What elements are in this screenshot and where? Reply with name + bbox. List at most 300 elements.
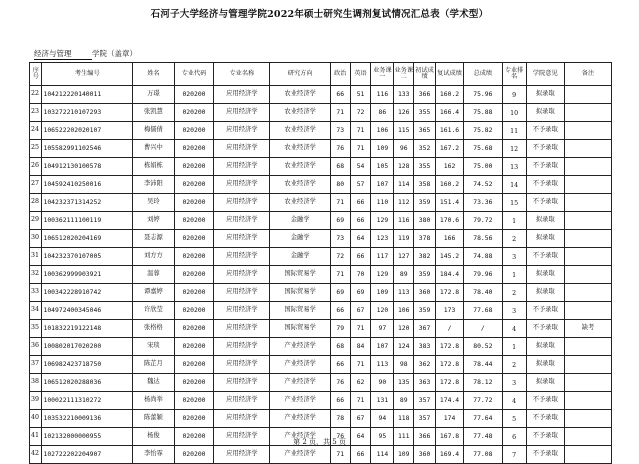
table-cell: 020200 <box>174 158 214 176</box>
table-cell: 拟录取 <box>526 374 565 392</box>
table-cell: 金融学 <box>270 212 330 230</box>
table-cell: 产业经济学 <box>270 446 330 464</box>
table-cell: 41 <box>30 428 42 446</box>
table-cell: 020200 <box>174 446 214 464</box>
table-cell <box>565 86 612 104</box>
table-cell: 36 <box>30 338 42 356</box>
table-cell: / <box>435 320 463 338</box>
column-header: 序号 <box>30 63 42 86</box>
table-cell: 117 <box>371 248 394 266</box>
table-cell: 28 <box>30 194 42 212</box>
table-row <box>30 392 612 410</box>
table-cell: 不予录取 <box>526 302 565 320</box>
table-cell: 94 <box>371 410 394 428</box>
table-cell: 应用经济学 <box>214 158 270 176</box>
table-cell: 365 <box>414 122 436 140</box>
table-cell: 79.96 <box>464 266 503 284</box>
table-cell: 66 <box>330 356 350 374</box>
table-cell: 360 <box>414 446 436 464</box>
table-cell: 7 <box>502 446 526 464</box>
table-cell: 66 <box>330 392 350 410</box>
table-cell: 杨尚举 <box>133 392 175 410</box>
table-cell: 应用经济学 <box>214 104 270 122</box>
column-header: 复试成绩 <box>435 63 463 86</box>
table-row <box>30 356 612 374</box>
table-cell: 355 <box>414 104 436 122</box>
table-cell: 1 <box>502 338 526 356</box>
table-cell: 70 <box>350 266 371 284</box>
table-cell: 62 <box>350 374 371 392</box>
table-cell: 拟录取 <box>526 104 565 122</box>
table-cell: 国际贸易学 <box>270 320 330 338</box>
table-cell: 71 <box>330 104 350 122</box>
table-row <box>30 302 612 320</box>
column-header: 专业代码 <box>174 63 214 86</box>
table-cell: 产业经济学 <box>270 410 330 428</box>
table-cell: 应用经济学 <box>214 392 270 410</box>
table-cell: 15 <box>502 194 526 212</box>
table-cell: 李怡霏 <box>133 446 175 464</box>
table-cell: 172.8 <box>435 284 463 302</box>
table-cell: 102722202204907 <box>42 446 133 464</box>
table-cell: 不予录取 <box>526 446 565 464</box>
table-cell: 陈蕾颖 <box>133 410 175 428</box>
table-cell: 104912130100578 <box>42 158 133 176</box>
table-cell: 100022111310272 <box>42 392 133 410</box>
table-cell: 71 <box>350 356 371 374</box>
table-cell: 380 <box>414 212 436 230</box>
table-cell: 11 <box>502 122 526 140</box>
table-cell <box>565 356 612 374</box>
table-cell: 71 <box>350 392 371 410</box>
column-header: 英语 <box>350 63 371 86</box>
table-cell: 应用经济学 <box>214 212 270 230</box>
table-cell: 67 <box>350 410 371 428</box>
table-row <box>30 194 612 212</box>
table-row <box>30 446 612 464</box>
table-cell: 66 <box>350 248 371 266</box>
table-cell: 66 <box>350 194 371 212</box>
table-cell: 4 <box>502 392 526 410</box>
table-cell: 应用经济学 <box>214 122 270 140</box>
table-cell: 367 <box>414 320 436 338</box>
table-cell: 应用经济学 <box>214 248 270 266</box>
table-cell: 357 <box>414 410 436 428</box>
table-cell: 69 <box>330 284 350 302</box>
table-cell: 73.36 <box>464 194 503 212</box>
table-cell: 魏达 <box>133 374 175 392</box>
table-cell: 38 <box>30 374 42 392</box>
table-cell: 69 <box>350 284 371 302</box>
table-cell: 陈芷月 <box>133 356 175 374</box>
table-cell: 温蓉 <box>133 266 175 284</box>
table-cell: 金融学 <box>270 248 330 266</box>
table-cell: 产业经济学 <box>270 392 330 410</box>
table-cell: 不予录取 <box>526 140 565 158</box>
table-cell: 78.12 <box>464 374 503 392</box>
table-cell: 2 <box>502 230 526 248</box>
table-row <box>30 158 612 176</box>
table-cell: 66 <box>330 302 350 320</box>
table-cell: 37 <box>30 356 42 374</box>
table-cell: 34 <box>30 302 42 320</box>
table-cell: 71 <box>330 194 350 212</box>
table-cell: 020200 <box>174 320 214 338</box>
table-cell: 98 <box>394 356 414 374</box>
table-cell <box>565 140 612 158</box>
table-cell: 114 <box>394 176 414 194</box>
table-cell: 103532210009136 <box>42 410 133 428</box>
table-cell: 127 <box>394 248 414 266</box>
table-cell: 79 <box>330 320 350 338</box>
table-cell: 刘婷 <box>133 212 175 230</box>
table-cell: 100362999903921 <box>42 266 133 284</box>
table-row <box>30 176 612 194</box>
table-cell: 26 <box>30 158 42 176</box>
table-cell: 应用经济学 <box>214 338 270 356</box>
table-cell: 应用经济学 <box>214 356 270 374</box>
table-cell: 78 <box>330 410 350 428</box>
table-cell: 77.08 <box>464 446 503 464</box>
table-cell: 106982423718750 <box>42 356 133 374</box>
table-cell: 383 <box>414 338 436 356</box>
table-cell: 73 <box>330 230 350 248</box>
table-cell: 谭嘉婷 <box>133 284 175 302</box>
table-cell: 30 <box>30 230 42 248</box>
table-cell: 31 <box>30 248 42 266</box>
table-cell: 357 <box>414 392 436 410</box>
table-cell: 363 <box>414 374 436 392</box>
table-cell <box>565 374 612 392</box>
table-cell: 118 <box>394 410 414 428</box>
column-header: 姓名 <box>133 63 175 86</box>
table-cell: 应用经济学 <box>214 284 270 302</box>
column-header: 业务课二 <box>394 63 414 86</box>
table-cell: 84 <box>350 338 371 356</box>
table-cell: 100802017020200 <box>42 338 133 356</box>
table-cell: 90 <box>371 374 394 392</box>
table-cell: 116 <box>394 212 414 230</box>
table-cell: 109 <box>371 140 394 158</box>
table-cell: 2 <box>502 284 526 302</box>
table-cell: 聂志源 <box>133 230 175 248</box>
table-cell: 020200 <box>174 248 214 266</box>
table-cell: 拟录取 <box>526 266 565 284</box>
table-cell: 80.52 <box>464 338 503 356</box>
table-cell: 113 <box>394 284 414 302</box>
table-cell: 应用经济学 <box>214 446 270 464</box>
table-cell: 020200 <box>174 374 214 392</box>
table-cell: 89 <box>394 392 414 410</box>
table-cell: 76 <box>330 428 350 446</box>
table-cell: 104232370107005 <box>42 248 133 266</box>
table-cell: 167.2 <box>435 140 463 158</box>
table-cell: 101832219122148 <box>42 320 133 338</box>
table-cell: 不予录取 <box>526 410 565 428</box>
table-cell: 国际贸易学 <box>270 284 330 302</box>
table-cell <box>565 248 612 266</box>
table-cell: 167.8 <box>435 428 463 446</box>
page-title: 石河子大学经济与管理学院2022年硕士研究生调剂复试情况汇总表（学术型） <box>150 9 489 20</box>
table-cell: 95 <box>371 428 394 446</box>
table-cell: 应用经济学 <box>214 320 270 338</box>
table-cell: 020200 <box>174 338 214 356</box>
header-row <box>30 63 612 86</box>
table-cell: 29 <box>30 212 42 230</box>
table-cell: 104232371314252 <box>42 194 133 212</box>
table-cell: 100362111100119 <box>42 212 133 230</box>
table-cell: 135 <box>394 374 414 392</box>
table-cell: 22 <box>30 86 42 104</box>
table-cell: 020200 <box>174 266 214 284</box>
table-cell: 40 <box>30 410 42 428</box>
table-row <box>30 266 612 284</box>
table-cell: 12 <box>502 140 526 158</box>
table-cell: 128 <box>394 158 414 176</box>
table-cell <box>565 338 612 356</box>
table-cell: 111 <box>394 428 414 446</box>
table-cell: 应用经济学 <box>214 266 270 284</box>
table-cell: 71 <box>350 320 371 338</box>
table-cell: 39 <box>30 392 42 410</box>
table-cell: 162 <box>435 158 463 176</box>
table-cell: 71 <box>330 446 350 464</box>
table-cell: 020200 <box>174 122 214 140</box>
table-cell: 161.6 <box>435 122 463 140</box>
table-row <box>30 230 612 248</box>
table-cell: 78.56 <box>464 230 503 248</box>
table-row <box>30 284 612 302</box>
school-name: 经济与管理 <box>34 48 92 60</box>
table-cell: 产业经济学 <box>270 374 330 392</box>
column-header: 考生编号 <box>42 63 133 86</box>
table-cell: 76 <box>330 374 350 392</box>
table-cell: 拟录取 <box>526 356 565 374</box>
table-cell: 102132000000955 <box>42 428 133 446</box>
table-row <box>30 122 612 140</box>
table-cell: 应用经济学 <box>214 176 270 194</box>
table-cell: 72 <box>350 104 371 122</box>
column-header: 学院意见 <box>526 63 565 86</box>
table-cell: 77.72 <box>464 392 503 410</box>
table-cell <box>565 266 612 284</box>
column-header: 政治 <box>330 63 350 86</box>
table-cell: 64 <box>350 428 371 446</box>
table-cell: 172.8 <box>435 338 463 356</box>
table-cell <box>565 446 612 464</box>
table-cell: 105 <box>371 158 394 176</box>
table-cell: 358 <box>414 176 436 194</box>
table-cell: 杨俊 <box>133 428 175 446</box>
table-cell: 172.8 <box>435 356 463 374</box>
table-cell: 金融学 <box>270 230 330 248</box>
table-cell: 110 <box>371 194 394 212</box>
table-cell: 75.88 <box>464 104 503 122</box>
table-cell: 应用经济学 <box>214 374 270 392</box>
table-cell: 75.96 <box>464 86 503 104</box>
table-cell: 74.52 <box>464 176 503 194</box>
table-cell: 355 <box>414 158 436 176</box>
table-cell: 宋琰 <box>133 338 175 356</box>
table-cell: 曹兴中 <box>133 140 175 158</box>
table-cell: 57 <box>350 176 371 194</box>
table-cell: 68 <box>330 338 350 356</box>
column-header: 初试成绩 <box>414 63 436 86</box>
table-cell: 吴玲 <box>133 194 175 212</box>
table-cell: 120 <box>394 320 414 338</box>
table-cell: 166 <box>435 230 463 248</box>
table-cell: 126 <box>394 104 414 122</box>
table-cell <box>565 104 612 122</box>
table-cell: 42 <box>30 446 42 464</box>
table-cell: 国际贸易学 <box>270 266 330 284</box>
table-cell: 产业经济学 <box>270 428 330 446</box>
table-cell: 3 <box>502 302 526 320</box>
table-cell: 119 <box>394 230 414 248</box>
table-cell: 129 <box>371 266 394 284</box>
table-cell: 113 <box>371 356 394 374</box>
table-cell: 020200 <box>174 302 214 320</box>
table-cell <box>565 410 612 428</box>
table-cell <box>565 392 612 410</box>
table-cell: 86 <box>371 104 394 122</box>
table-cell: 不予录取 <box>526 194 565 212</box>
table-cell: 1 <box>502 266 526 284</box>
table-cell: 359 <box>414 302 436 320</box>
table-row <box>30 410 612 428</box>
table-cell: 拟录取 <box>526 230 565 248</box>
table-cell: 80 <box>330 176 350 194</box>
table-cell: 116 <box>371 86 394 104</box>
table-cell <box>565 230 612 248</box>
table-cell: 应用经济学 <box>214 230 270 248</box>
table-cell: / <box>464 320 503 338</box>
column-header: 专业排名 <box>502 63 526 86</box>
table-cell: 应用经济学 <box>214 302 270 320</box>
table-cell: 77.64 <box>464 410 503 428</box>
table-cell: 120 <box>371 302 394 320</box>
table-cell: 25 <box>30 140 42 158</box>
table-cell: 129 <box>371 212 394 230</box>
table-cell: 172.8 <box>435 374 463 392</box>
column-header: 备注 <box>565 63 612 86</box>
table-cell: 107 <box>371 338 394 356</box>
table-cell: 拟录取 <box>526 338 565 356</box>
table-cell: 104592410250016 <box>42 176 133 194</box>
table-cell: 109 <box>394 446 414 464</box>
table-row <box>30 374 612 392</box>
table-cell: 74.88 <box>464 248 503 266</box>
table-cell: 32 <box>30 266 42 284</box>
table-cell: 359 <box>414 266 436 284</box>
table-cell: 360 <box>414 284 436 302</box>
table-cell: 农业经济学 <box>270 158 330 176</box>
table-cell: 105582991102546 <box>42 140 133 158</box>
table-cell <box>565 122 612 140</box>
table-cell: 拟录取 <box>526 212 565 230</box>
table-cell: 不予录取 <box>526 248 565 266</box>
table-cell: 103272210107293 <box>42 104 133 122</box>
column-header: 总成绩 <box>464 63 503 86</box>
table-cell: 5 <box>502 410 526 428</box>
table-cell: 拟录取 <box>526 284 565 302</box>
table-row <box>30 104 612 122</box>
table-cell: 76 <box>330 140 350 158</box>
table-cell: 169.4 <box>435 446 463 464</box>
table-cell: 106 <box>371 122 394 140</box>
table-row <box>30 248 612 266</box>
table-cell <box>565 284 612 302</box>
table-cell: 万璟 <box>133 86 175 104</box>
table-cell: 71 <box>350 122 371 140</box>
table-cell: 79.72 <box>464 212 503 230</box>
table-cell: 160.2 <box>435 86 463 104</box>
table-cell: 131 <box>371 392 394 410</box>
table-cell: 产业经济学 <box>270 356 330 374</box>
table-row <box>30 86 612 104</box>
table-cell: 170.6 <box>435 212 463 230</box>
table-cell: 020200 <box>174 284 214 302</box>
table-row <box>30 212 612 230</box>
table-cell: 拟录取 <box>526 86 565 104</box>
table-cell: 75.82 <box>464 122 503 140</box>
table-cell: 64 <box>350 230 371 248</box>
table-cell: 66 <box>350 446 371 464</box>
table-cell <box>565 194 612 212</box>
table-cell: 农业经济学 <box>270 122 330 140</box>
table-cell: 71 <box>350 140 371 158</box>
table-cell: 020200 <box>174 104 214 122</box>
table-cell: 71 <box>330 266 350 284</box>
table-cell: 67 <box>350 302 371 320</box>
table-cell: 75.68 <box>464 140 503 158</box>
table-cell: 145.2 <box>435 248 463 266</box>
table-cell: 020200 <box>174 356 214 374</box>
school-line <box>34 48 137 60</box>
table-cell: 184.4 <box>435 266 463 284</box>
table-cell: 66 <box>350 212 371 230</box>
table-cell: 栋娟栋 <box>133 158 175 176</box>
table-cell: 54 <box>350 158 371 176</box>
table-cell: 107 <box>371 176 394 194</box>
column-header: 专业名称 <box>214 63 270 86</box>
table-body <box>30 86 612 464</box>
table-cell: 020200 <box>174 392 214 410</box>
table-cell: 359 <box>414 194 436 212</box>
table-cell: 3 <box>502 374 526 392</box>
table-cell: 产业经济学 <box>270 338 330 356</box>
table-cell: 97 <box>371 320 394 338</box>
table-cell: 应用经济学 <box>214 410 270 428</box>
table-cell: 123 <box>371 230 394 248</box>
table-cell: 133 <box>394 86 414 104</box>
table-cell: 李沛阳 <box>133 176 175 194</box>
school-suffix: 学院（盖章） <box>92 49 137 58</box>
table-cell: 23 <box>30 104 42 122</box>
table-cell: 174 <box>435 410 463 428</box>
table-cell: 1 <box>502 212 526 230</box>
table-cell: 106 <box>394 302 414 320</box>
table-cell: 378 <box>414 230 436 248</box>
table-cell: 77.48 <box>464 428 503 446</box>
table-cell: 174.4 <box>435 392 463 410</box>
table-cell: 89 <box>394 266 414 284</box>
table-cell: 国际贸易学 <box>270 302 330 320</box>
table-cell: 农业经济学 <box>270 176 330 194</box>
table-cell: 许欣莹 <box>133 302 175 320</box>
table-cell: 不予录取 <box>526 392 565 410</box>
table-cell <box>565 176 612 194</box>
